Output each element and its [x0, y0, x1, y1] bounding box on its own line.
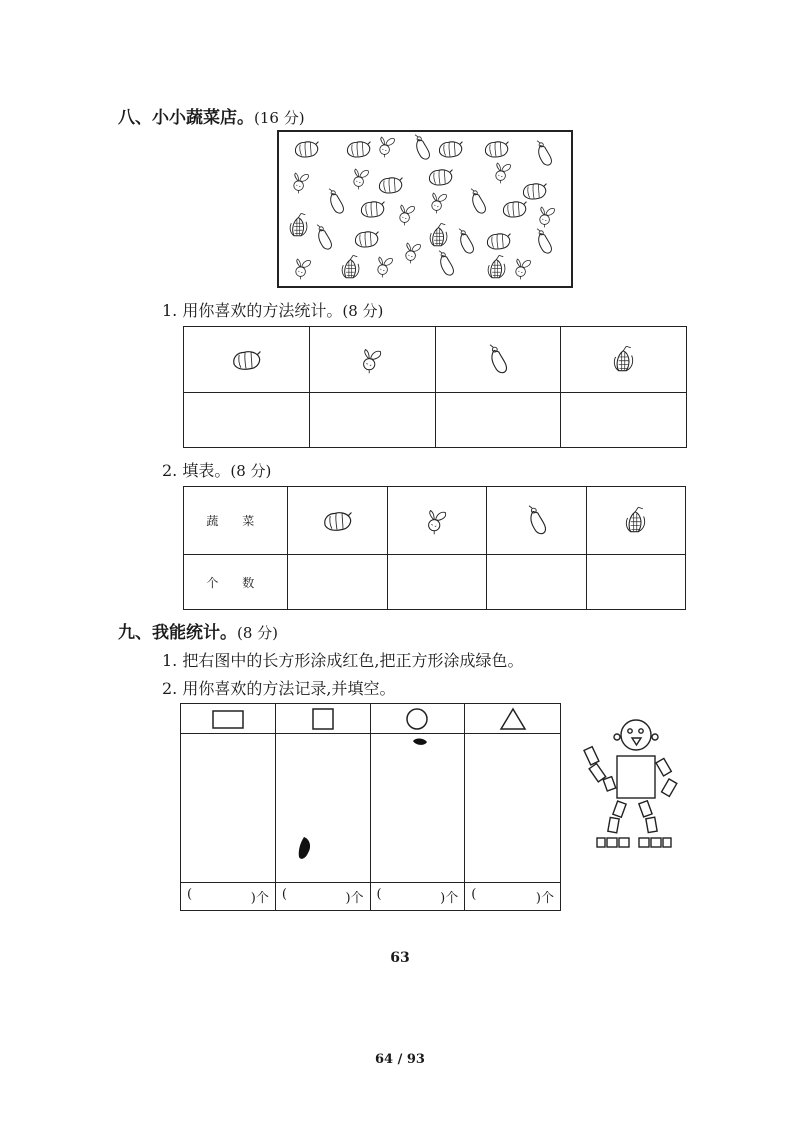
section9-points: (8 分) — [237, 624, 279, 642]
eggplant-icon — [537, 229, 551, 253]
robot-foot-rect — [597, 838, 605, 847]
fill-cell-pepper[interactable] — [287, 555, 387, 610]
page-number: 63 — [390, 950, 410, 966]
pepper-icon — [439, 142, 462, 157]
robot-mouth-triangle — [632, 738, 641, 745]
section9-heading — [118, 618, 278, 643]
robot-ear-circle — [652, 734, 658, 740]
robot-leg-rect — [608, 817, 619, 832]
fill-cell-corn[interactable] — [587, 555, 686, 610]
robot-foot-rect — [607, 838, 617, 847]
shape-count-triangle[interactable] — [465, 882, 561, 910]
radish-icon — [540, 207, 555, 227]
count-unit: )个 — [440, 890, 459, 906]
radish-icon — [400, 205, 415, 225]
robot-arm-rect — [584, 747, 599, 765]
shape-record-circle[interactable] — [370, 734, 465, 883]
count-unit: )个 — [250, 890, 269, 906]
robot-arm-rect — [603, 777, 616, 791]
open-paren: ( — [281, 886, 287, 902]
section8-q1-points: (8 分) — [342, 302, 384, 320]
open-paren: ( — [471, 886, 477, 902]
radish-icon — [364, 349, 381, 373]
eggplant-icon — [537, 141, 551, 165]
robot-foot-rect — [663, 838, 671, 847]
pepper-icon — [523, 184, 546, 199]
open-paren: ( — [376, 886, 382, 902]
eggplant-icon — [471, 189, 485, 213]
section9-item1: 1. 把右图中的长方形涂成红色,把正方形涂成绿色。 — [162, 651, 524, 670]
corn-icon — [430, 223, 447, 245]
fill-header-eggplant — [487, 487, 587, 555]
section8-q2-text: 2. 填表。 — [162, 461, 231, 480]
vegetable-store-picture — [277, 130, 573, 288]
corn-icon — [614, 346, 632, 370]
tally-cell-pepper[interactable] — [184, 393, 310, 448]
tally-header-corn — [561, 327, 687, 393]
corn-icon — [290, 213, 307, 235]
fill-header-radish — [387, 487, 487, 555]
radish-icon — [496, 163, 511, 183]
radish-icon — [380, 137, 395, 157]
count-unit: )个 — [345, 890, 364, 906]
shape-count-rectangle[interactable] — [181, 882, 276, 910]
fill-table-count-label: 个 数 — [184, 555, 288, 610]
robot-foot-rect — [651, 838, 661, 847]
triangle-icon — [499, 707, 527, 731]
radish-icon — [406, 243, 421, 263]
robot-arm-rect — [662, 779, 677, 796]
robot-body-square — [617, 756, 655, 798]
page-indicator: 64 / 93 — [375, 1052, 425, 1067]
pepper-icon — [487, 234, 510, 249]
tally-table — [183, 326, 687, 448]
pepper-icon — [295, 142, 318, 157]
tally-header-pepper — [184, 327, 310, 393]
square-icon — [310, 707, 336, 731]
eggplant-icon — [317, 225, 331, 249]
section8-q2 — [162, 458, 271, 481]
shape-header-rectangle — [181, 704, 276, 734]
shape-count-circle[interactable] — [370, 882, 465, 910]
robot-ear-circle — [614, 734, 620, 740]
pepper-icon — [485, 142, 508, 157]
eggplant-icon — [490, 344, 507, 372]
eggplant-icon — [459, 229, 473, 253]
ink-smudge — [410, 735, 430, 749]
eggplant-icon — [439, 251, 453, 275]
fill-cell-eggplant[interactable] — [487, 555, 587, 610]
rectangle-icon — [211, 708, 245, 730]
robot-leg-rect — [639, 801, 652, 817]
corn-icon — [488, 255, 505, 277]
shape-header-circle — [370, 704, 465, 734]
robot-foot-rect — [619, 838, 629, 847]
section8-q1 — [162, 298, 383, 321]
radish-icon — [429, 510, 446, 534]
radish-icon — [378, 257, 393, 277]
pepper-icon — [429, 170, 452, 185]
shape-record-triangle[interactable] — [465, 734, 561, 883]
open-paren: ( — [187, 886, 193, 902]
section9-item2: 2. 用你喜欢的方法记录,并填空。 — [162, 679, 396, 698]
robot-foot-rect — [639, 838, 649, 847]
tally-cell-radish[interactable] — [309, 393, 435, 448]
corn-icon — [342, 255, 359, 277]
section8-points: (16 分) — [254, 109, 305, 127]
tally-cell-eggplant[interactable] — [435, 393, 561, 448]
tally-cell-corn[interactable] — [561, 393, 687, 448]
pepper-icon — [325, 512, 352, 530]
section9-title: 九、我能统计。 — [118, 623, 237, 643]
section8-heading — [118, 103, 305, 128]
fill-table-vegetable-label: 蔬 菜 — [184, 487, 288, 555]
pepper-icon — [234, 351, 261, 369]
pepper-icon — [347, 142, 370, 157]
fill-header-pepper — [287, 487, 387, 555]
robot-eye-circle — [628, 729, 632, 733]
eggplant-icon — [329, 189, 343, 213]
section8-title: 八、小小蔬菜店。 — [118, 108, 254, 128]
tally-header-eggplant — [435, 327, 561, 393]
shape-header-square — [275, 704, 370, 734]
robot-eye-circle — [639, 729, 643, 733]
pepper-icon — [503, 202, 526, 217]
section8-q1-text: 1. 用你喜欢的方法统计。 — [162, 301, 343, 320]
eggplant-icon — [529, 505, 546, 533]
shape-count-square[interactable] — [275, 882, 370, 910]
shape-robot-figure — [575, 710, 695, 855]
tally-header-radish — [309, 327, 435, 393]
shape-record-rectangle[interactable] — [181, 734, 276, 883]
section8-q2-points: (8 分) — [230, 462, 272, 480]
pepper-icon — [379, 178, 402, 193]
eggplant-icon — [415, 135, 429, 159]
radish-icon — [296, 259, 311, 279]
radish-icon — [516, 259, 531, 279]
robot-leg-rect — [646, 817, 657, 832]
radish-icon — [432, 193, 447, 213]
corn-icon — [626, 507, 644, 531]
pepper-icon — [355, 232, 378, 247]
robot-leg-rect — [613, 801, 626, 817]
fill-cell-radish[interactable] — [387, 555, 487, 610]
circle-icon — [404, 707, 430, 731]
count-unit: )个 — [535, 890, 554, 906]
radish-icon — [354, 169, 369, 189]
shape-record-table — [180, 703, 561, 911]
radish-icon — [294, 173, 309, 193]
fill-table — [183, 486, 686, 610]
ink-smudge — [296, 835, 316, 863]
robot-arm-rect — [656, 758, 671, 775]
pepper-icon — [361, 202, 384, 217]
shape-record-square[interactable] — [275, 734, 370, 883]
shape-header-triangle — [465, 704, 561, 734]
fill-header-corn — [587, 487, 686, 555]
